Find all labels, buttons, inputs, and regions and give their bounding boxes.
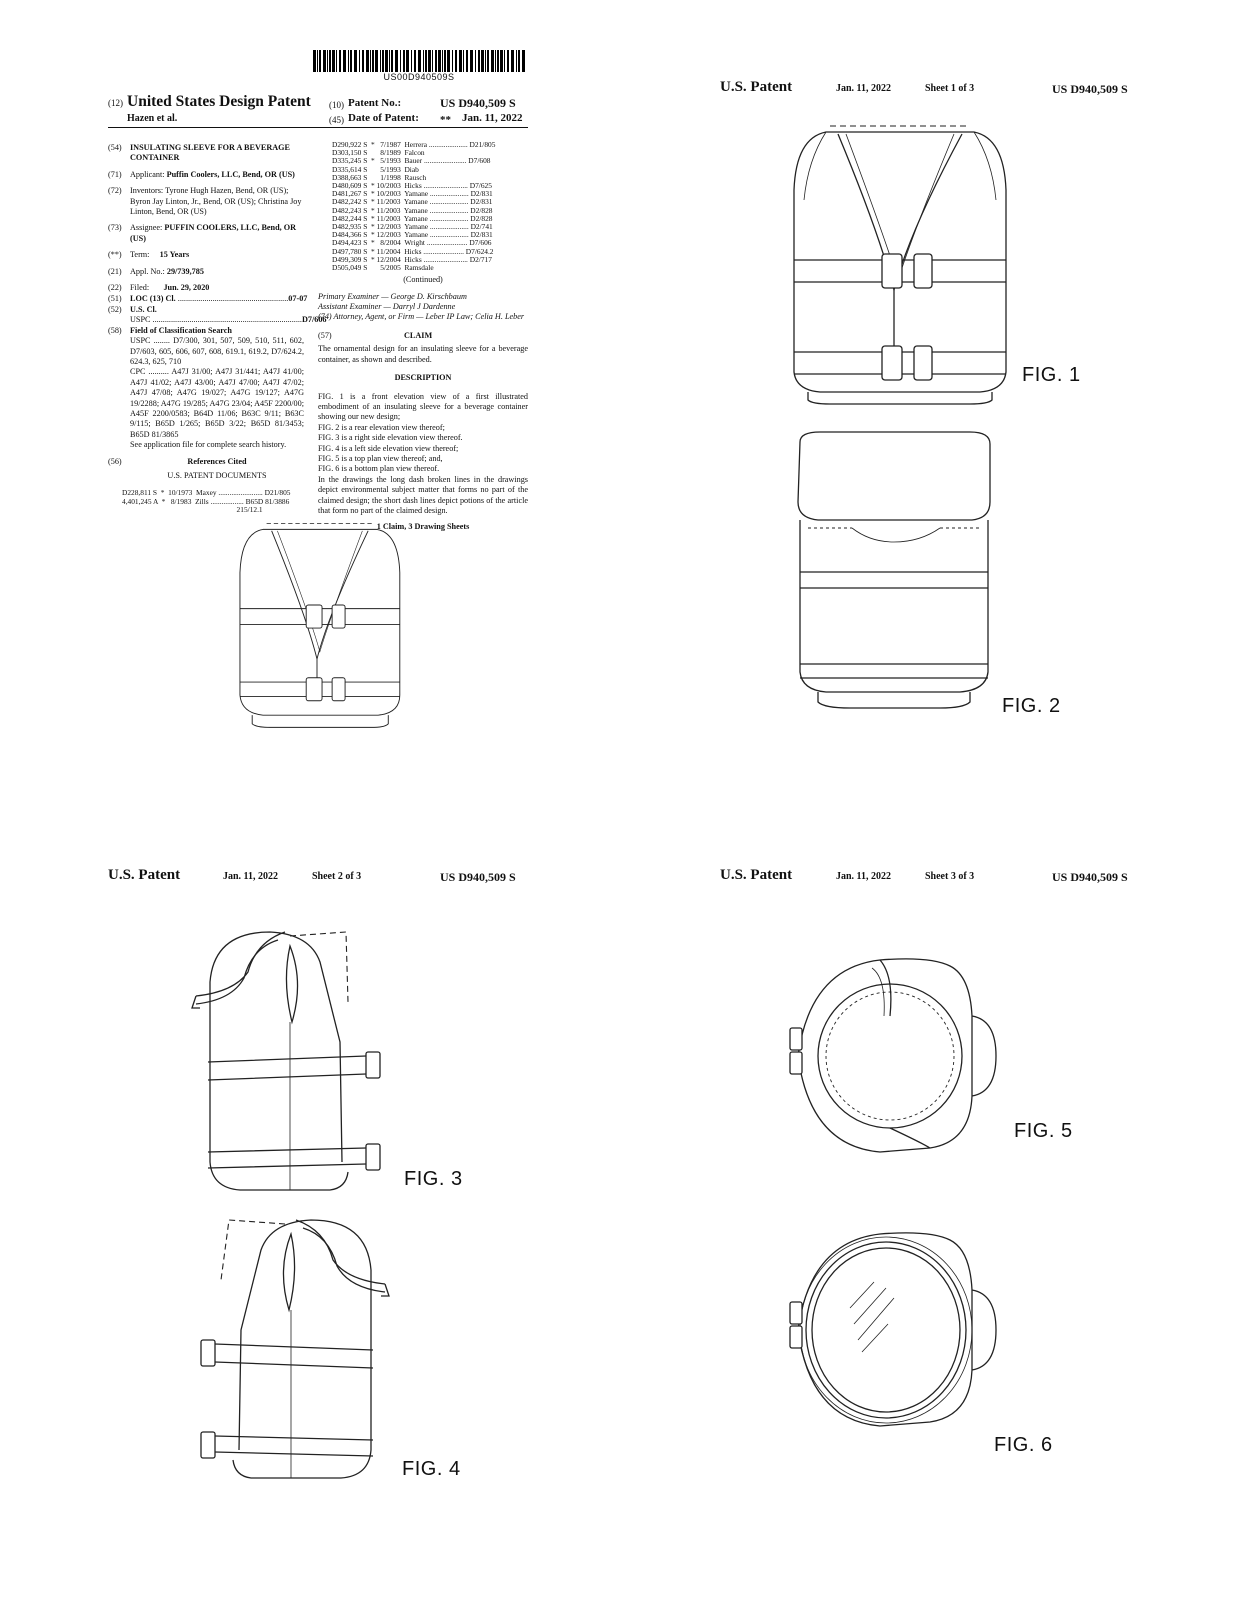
refs-left-list (122, 489, 304, 514)
fig2-label: FIG. 2 (1002, 695, 1061, 717)
date-label: Date of Patent: (348, 112, 419, 124)
field-search-row: (58) Field of Classification Search (108, 325, 232, 335)
field-see: See application file for complete search history. (130, 440, 287, 450)
barcode-bar (418, 50, 421, 72)
description-line: FIG. 3 is a right side elevation view thereof. (318, 433, 463, 443)
field-row: (71) Applicant: Puffin Coolers, LLC, Bend, OR (US) (108, 169, 295, 179)
barcode-bar (444, 50, 446, 72)
field-cpc: CPC .......... A47J 31/00; A47J 31/441; A47J 41/00; A47J 41/02; A47J 43/00; A47J 47/00; A47J 47/02; A47J 47/08; A47G 19/027; A47G 19/127; A47G 19/2288; A47G 19/285; A47G 23/04; A45F 2200/00; A45F 2200/0583; B64D 11/06; B63C 9/11; B63C 9/115; B65D 1/265; B65D 3/22; B65D 81/3453; B65D 81/3865 (130, 367, 304, 439)
reference-entry: D480,609 S * 10/2003 Hicks ........................ D7/625 (332, 181, 492, 191)
barcode-bar (522, 50, 525, 72)
barcode-bar (425, 50, 427, 72)
refs-subtitle: U.S. PATENT DOCUMENTS (167, 470, 267, 480)
field-row: (72) Inventors: Tyrone Hugh Hazen, Bend, OR (US); Byron Jay Linton, Jr., Bend, OR (US); Christina Joy Linton, Bend, OR (US) (108, 186, 302, 217)
fig5-label: FIG. 5 (1014, 1120, 1073, 1142)
barcode-bar (403, 50, 405, 72)
barcode-bar (391, 50, 393, 72)
barcode-bar (343, 50, 346, 72)
vest-front-small-icon (240, 524, 400, 728)
sheet1-patno: US D940,509 S (1052, 82, 1128, 96)
description-text (318, 392, 528, 517)
sheet3-number: Sheet 3 of 3 (925, 871, 975, 882)
fig2-drawing (790, 432, 1005, 712)
barcode-bar (423, 50, 424, 72)
sheet2-number: Sheet 2 of 3 (312, 871, 362, 882)
reference-entry: 4,401,245 A * 8/1983 Zills .................. B65D 81/3886 (122, 496, 290, 506)
fig5-drawing (790, 956, 1025, 1156)
uscl-row: (52) U.S. Cl. (108, 304, 157, 314)
barcode-bar (491, 50, 494, 72)
front-page-drawing (225, 515, 405, 720)
barcode-bar (406, 50, 409, 72)
vest-front-icon (794, 126, 1006, 404)
barcode-bar (485, 50, 486, 72)
sheet1-number: Sheet 1 of 3 (925, 83, 975, 94)
barcode-bar (382, 50, 384, 72)
fig3-label: FIG. 3 (404, 1168, 463, 1190)
attorney: (74) Attorney, Agent, or Firm — Leber IP Law; Celia H. Leber (318, 312, 525, 322)
reference-entry: D482,243 S * 11/2003 Yamane ..................... D2/828 (332, 205, 493, 215)
fig1-drawing (790, 120, 1010, 405)
fig6-label: FIG. 6 (994, 1434, 1053, 1456)
sheet3-date: Jan. 11, 2022 (836, 871, 892, 882)
reference-entry: D482,244 S * 11/2003 Yamane ..................... D2/828 (332, 213, 493, 223)
field-row: (21) Appl. No.: 29/739,785 (108, 266, 204, 276)
claim-text: The ornamental design for an insulating sleeve for a beverage container, as shown and described. (318, 344, 528, 364)
barcode-bar (385, 50, 388, 72)
kind-number: (12) (108, 98, 123, 108)
patno-number: (10) (329, 100, 344, 110)
fig3-drawing (170, 922, 400, 1197)
barcode-bar (452, 50, 453, 72)
fig6-drawing (790, 1230, 1025, 1430)
barcode-bar (317, 50, 318, 72)
filed-text: Jun. 29, 2020 (163, 283, 210, 293)
reference-entry: D290,922 S * 7/1987 Herrera ..................... D21/805 (332, 140, 496, 149)
patent-number: US D940,509 S (440, 96, 516, 110)
reference-entry: 215/12.1 (122, 504, 263, 514)
sheet3-patno: US D940,509 S (1052, 870, 1128, 884)
barcode-bar (339, 50, 341, 72)
refs-row: (56) References Cited (108, 456, 247, 466)
barcode-bar (332, 50, 335, 72)
barcode-bar (359, 50, 360, 72)
vest-right-side-icon (192, 932, 380, 1190)
date-number: (45) (329, 115, 344, 125)
barcode-bar (487, 50, 489, 72)
reference-entry: D482,935 S * 12/2003 Yamane ..................... D2/741 (332, 222, 493, 232)
front-right-column (318, 141, 528, 533)
reference-entry: D335,245 S * 5/1993 Bauer ....................... D7/608 (332, 156, 491, 166)
continued-text: (Continued) (403, 275, 443, 285)
barcode-bar (372, 50, 374, 72)
barcode-bar (428, 50, 431, 72)
barcode-bar (414, 50, 416, 72)
header-rule (108, 127, 528, 128)
description-line: FIG. 5 is a top plan view thereof; and, (318, 453, 443, 463)
refs-right-list (332, 141, 528, 272)
sheet2-title: U.S. Patent (108, 867, 181, 883)
barcode-bar (478, 50, 480, 72)
barcode-bar (500, 50, 503, 72)
barcode-bar (518, 50, 520, 72)
reference-entry: D497,780 S * 11/2004 Hicks ...................... D7/624.2 (332, 246, 494, 256)
vest-left-side-icon (201, 1220, 389, 1478)
fig4-label: FIG. 4 (402, 1458, 461, 1480)
barcode-bar (380, 50, 381, 72)
appl-no-text: 29/739,785 (166, 266, 204, 276)
vest-top-plan-icon (790, 959, 996, 1152)
sheet2-patno: US D940,509 S (440, 870, 516, 884)
barcode-bar (366, 50, 369, 72)
loc-row: (51) LOC (13) Cl. ...................................................... 07-07 (108, 294, 308, 304)
barcode-bar (507, 50, 509, 72)
barcode-bar (511, 50, 514, 72)
barcode-bar (323, 50, 326, 72)
barcode-bar (319, 50, 321, 72)
sheet3-title: U.S. Patent (720, 867, 793, 883)
barcode-bar (459, 50, 462, 72)
barcode-bar (438, 50, 441, 72)
reference-entry: D499,309 S * 12/2004 Hicks ........................ D2/717 (332, 254, 492, 264)
reference-entry: D494,423 S * 8/2004 Wright ...................... D7/606 (332, 238, 492, 248)
barcode-bar (470, 50, 473, 72)
barcode-bar (475, 50, 476, 72)
barcode-bar (516, 50, 517, 72)
barcode-bar (466, 50, 468, 72)
primary-examiner: Primary Examiner — George D. Kirschbaum (318, 291, 467, 301)
field-uspc: USPC ........ D7/300, 301, 507, 509, 510, 511, 602, D7/603, 605, 606, 607, 608, 619.1, 619.2, D7/624.2, 624.3, 625, 710 (130, 336, 304, 366)
barcode-bar (447, 50, 450, 72)
barcode-bar (395, 50, 398, 72)
barcode-bar (389, 50, 390, 72)
reference-entry: D335,614 S 5/1993 Diab (332, 164, 419, 174)
field-row: (54) INSULATING SLEEVE FOR A BEVERAGE CONTAINER (108, 143, 304, 164)
applicant-text: Puffin Coolers, LLC, Bend, OR (US) (166, 169, 295, 179)
claim-label: CLAIM (404, 330, 433, 340)
description-line: In the drawings the long dash broken lines in the drawings depict environmental subject matter that forms no part of the claimed design; the short dash lines depict potions of the article that form no part of the claimed design. (318, 474, 528, 515)
barcode-bar (362, 50, 364, 72)
barcode-bar (375, 50, 378, 72)
patent-kind-title: United States Design Patent (127, 93, 311, 110)
vest-bottom-plan-icon (790, 1233, 996, 1426)
assignee-text: PUFFIN COOLERS, LLC, Bend, OR (US) (130, 223, 297, 243)
field-row: (22) Filed: Jun. 29, 2020 (108, 283, 210, 293)
barcode-bar (327, 50, 328, 72)
patno-label: Patent No.: (348, 97, 402, 109)
field-row: (**) Term: 15 Years (108, 250, 190, 260)
sheet2-date: Jan. 11, 2022 (223, 871, 279, 882)
barcode-bar (495, 50, 496, 72)
patent-date: Jan. 11, 2022 (462, 112, 523, 124)
reference-entry: D482,242 S * 11/2003 Yamane ..................... D2/831 (332, 197, 493, 207)
barcode (313, 50, 525, 72)
uspc-row: USPC ......................................................................... D7/606 (130, 315, 327, 325)
reference-entry: D505,049 S 5/2005 Ramsdale (332, 263, 434, 273)
barcode-bar (504, 50, 505, 72)
sheet1-date: Jan. 11, 2022 (836, 83, 892, 94)
uspc-value: D7/606 (301, 315, 327, 325)
sheets-note: 1 Claim, 3 Drawing Sheets (376, 522, 470, 532)
inventors-text: Tyrone Hugh Hazen, Bend, OR (US); Byron Jay Linton, Jr., Bend, OR (US); Christina Joy Linton, Bend, OR (US) (130, 186, 302, 217)
title-text: INSULATING SLEEVE FOR A BEVERAGE CONTAINER (130, 143, 290, 163)
loc-value: 07-07 (288, 294, 308, 304)
front-left-column (108, 143, 327, 514)
reference-entry: D303,150 S 8/1989 Falcon (332, 148, 425, 158)
reference-entry: D388,663 S 1/1998 Rausch (332, 172, 427, 182)
barcode-bar (442, 50, 443, 72)
term-text: 15 Years (159, 250, 190, 260)
field-row: (73) Assignee: PUFFIN COOLERS, LLC, Bend, OR (US) (108, 223, 297, 243)
claim-header: (57) CLAIM (318, 330, 433, 340)
assistant-examiner: Assistant Examiner — Darryl J Dardenne (318, 302, 456, 312)
barcode-bar (432, 50, 433, 72)
fig4-drawing (175, 1210, 405, 1485)
barcode-number: US00D940509S (383, 72, 455, 82)
barcode-bar (348, 50, 349, 72)
barcode-bar (370, 50, 371, 72)
description-label: DESCRIPTION (394, 373, 452, 383)
reference-entry: D228,811 S * 10/1973 Maxey ........................ D21/805 (122, 488, 291, 498)
barcode-bar (497, 50, 499, 72)
description-line: FIG. 2 is a rear elevation view thereof; (318, 422, 445, 432)
sheet1-title: U.S. Patent (720, 79, 793, 95)
description-line: FIG. 6 is a bottom plan view thereof. (318, 464, 440, 474)
barcode-bar (329, 50, 331, 72)
barcode-bar (350, 50, 352, 72)
barcode-bar (400, 50, 401, 72)
reference-entry: D484,366 S * 12/2003 Yamane ..................... D2/831 (332, 230, 493, 240)
barcode-bar (354, 50, 357, 72)
barcode-bar (313, 50, 316, 72)
barcode-bar (336, 50, 337, 72)
vest-rear-icon (798, 432, 990, 708)
description-line: FIG. 4 is a left side elevation view thereof; (318, 443, 459, 453)
barcode-bar (455, 50, 457, 72)
barcode-bar (481, 50, 484, 72)
inventor-short: Hazen et al. (127, 113, 178, 124)
reference-entry: D481,267 S * 10/2003 Yamane ..................... D2/831 (332, 189, 493, 199)
barcode-bar (411, 50, 412, 72)
fig1-label: FIG. 1 (1022, 364, 1081, 386)
barcode-bar (463, 50, 464, 72)
description-line: FIG. 1 is a front elevation view of a first illustrated embodiment of an insulating sleeve for a beverage container showing our new design; (318, 391, 528, 422)
date-star: ** (440, 114, 451, 126)
barcode-bar (435, 50, 437, 72)
